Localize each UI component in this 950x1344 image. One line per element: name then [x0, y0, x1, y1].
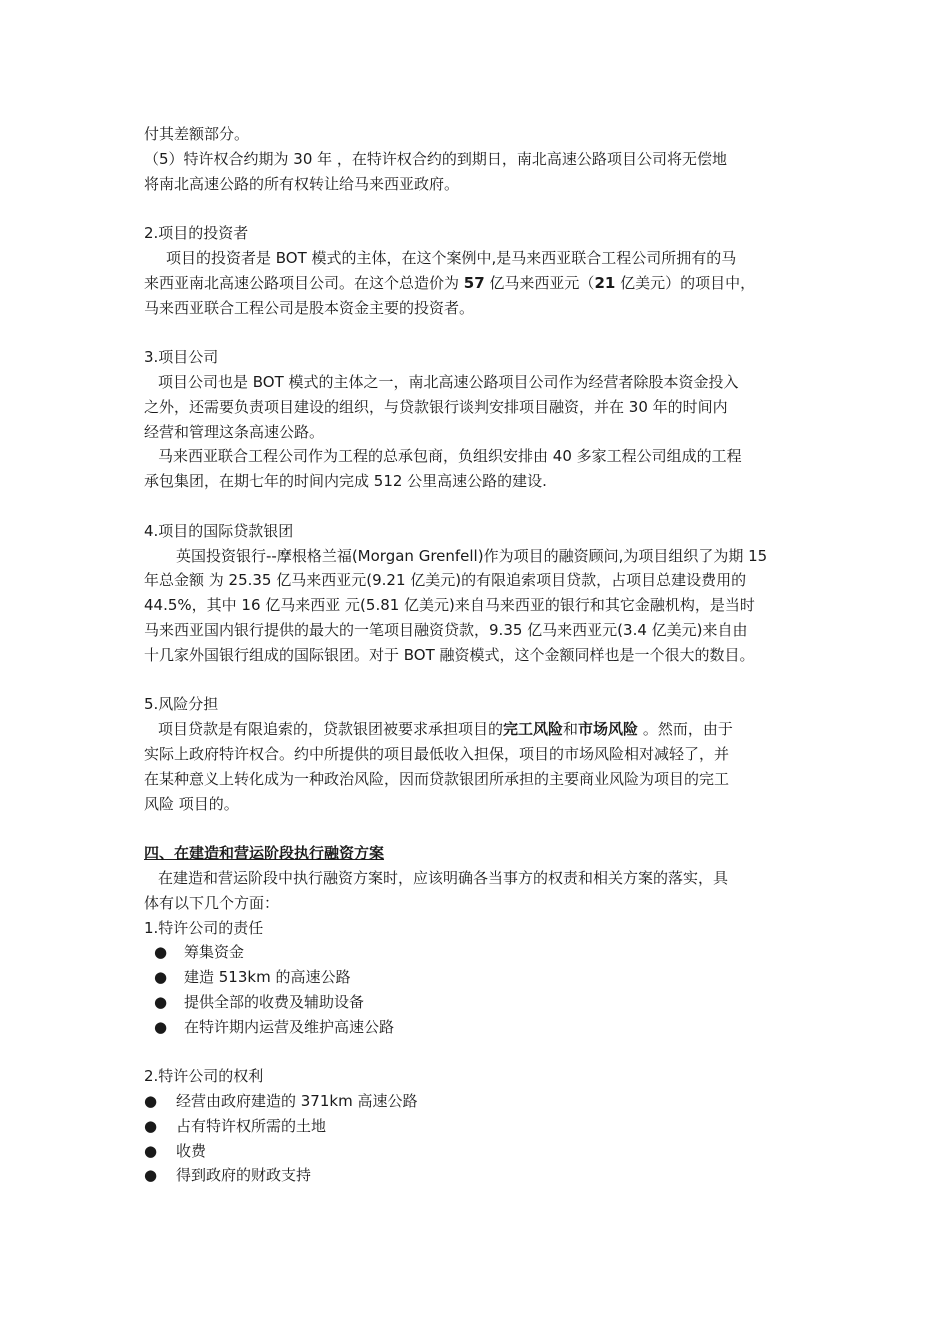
paragraph: 英国投资银行--摩根格兰福(Morgan Grenfell)作为项目的融资顾问,为项目组织了为期 15 — [176, 546, 768, 565]
paragraph: 十几家外国银行组成的国际银团。对于 BOT 融资模式，这个金额同样也是一个很大的数目。 — [144, 645, 755, 664]
paragraph: 马来西亚国内银行提供的最大的一笔项目融资贷款，9.35 亿马来西亚元(3.4 亿美元)来自由 — [144, 620, 748, 639]
paragraph: 44.5%，其中 16 亿马来西亚 元(5.81 亿美元)来自马来西亚的银行和其它金融机构，是当时 — [144, 596, 755, 615]
bullet-icon: ● — [144, 1166, 158, 1185]
list-item: ● 占有特许权所需的土地 — [144, 1114, 812, 1139]
list-item: ● 提供全部的收费及辅助设备 — [144, 990, 812, 1015]
paragraph: 项目贷款是有限追索的，贷款银团被要求承担项目的完工风险和市场风险 。然而，由于 — [158, 720, 733, 739]
paragraph: 在建造和营运阶段中执行融资方案时，应该明确各当事方的权责和相关方案的落实，具 — [158, 868, 729, 887]
bullet-icon: ● — [154, 1017, 168, 1036]
paragraph: 将南北高速公路的所有权转让给马来西亚政府。 — [144, 174, 460, 193]
bullet-icon: ● — [144, 1141, 158, 1160]
bullet-icon: ● — [154, 992, 168, 1011]
paragraph: 承包集团，在期七年的时间内完成 512 公里高速公路的建设. — [144, 472, 547, 491]
list-item: ● 建造 513km 的高速公路 — [144, 965, 812, 990]
section-heading: 5.风险分担 — [144, 695, 219, 714]
paragraph: 之外，还需要负责项目建设的组织，与贷款银行谈判安排项目融资，并在 30 年的时间内 — [144, 397, 728, 416]
section-heading: 4.项目的国际贷款银团 — [144, 521, 294, 540]
bullet-icon: ● — [144, 1092, 158, 1111]
paragraph: 年总金额 为 25.35 亿马来西亚元(9.21 亿美元)的有限追索项目贷款，占项目总建设费用的 — [144, 571, 747, 590]
bullet-icon: ● — [154, 943, 168, 962]
paragraph: 项目公司也是 BOT 模式的主体之一，南北高速公路项目公司作为经营者除股本资金投入 — [158, 372, 739, 391]
paragraph: 体有以下几个方面： — [144, 893, 280, 912]
paragraph: 在某种意义上转化成为一种政治风险，因而贷款银团所承担的主要商业风险为项目的完工 — [144, 769, 730, 788]
paragraph: 付其差额部分。 — [144, 125, 250, 143]
list-item: ● 得到政府的财政支持 — [144, 1163, 812, 1188]
list-item: ● 在特许期内运营及维护高速公路 — [144, 1015, 812, 1040]
list-item: ● 筹集资金 — [144, 940, 812, 965]
chapter-heading: 四、在建造和营运阶段执行融资方案 — [144, 844, 385, 863]
list-item: ● 经营由政府建造的 371km 高速公路 — [144, 1089, 812, 1114]
list-item: ● 收费 — [144, 1139, 812, 1164]
paragraph: 来西亚南北高速公路项目公司。在这个总造价为 57 亿马来西亚元（21 亿美元）的项目中， — [144, 273, 756, 292]
paragraph: 马来西亚联合工程公司是股本资金主要的投资者。 — [144, 298, 475, 317]
paragraph: 项目的投资者是 BOT 模式的主体，在这个案例中,是马来西亚联合工程公司所拥有的马 — [166, 248, 737, 267]
paragraph: 实际上政府特许权合。约中所提供的项目最低收入担保，项目的市场风险相对减轻了，并 — [144, 744, 730, 763]
subheading: 1.特许公司的责任 — [144, 918, 264, 937]
section-heading: 3.项目公司 — [144, 348, 219, 367]
bullet-icon: ● — [144, 1116, 158, 1135]
subheading: 2.特许公司的权利 — [144, 1067, 264, 1086]
bullet-icon: ● — [154, 968, 168, 987]
document-body — [144, 122, 812, 1188]
paragraph: （5）特许权合约期为 30 年 ，在特许权合约的到期日，南北高速公路项目公司将无偿地 — [144, 149, 727, 168]
paragraph: 经营和管理这条高速公路。 — [144, 422, 325, 441]
paragraph: 马来西亚联合工程公司作为工程的总承包商，负组织安排由 40 多家工程公司组成的工程 — [158, 447, 742, 466]
paragraph: 风险 项目的。 — [144, 794, 239, 813]
section-heading: 2.项目的投资者 — [144, 224, 249, 243]
